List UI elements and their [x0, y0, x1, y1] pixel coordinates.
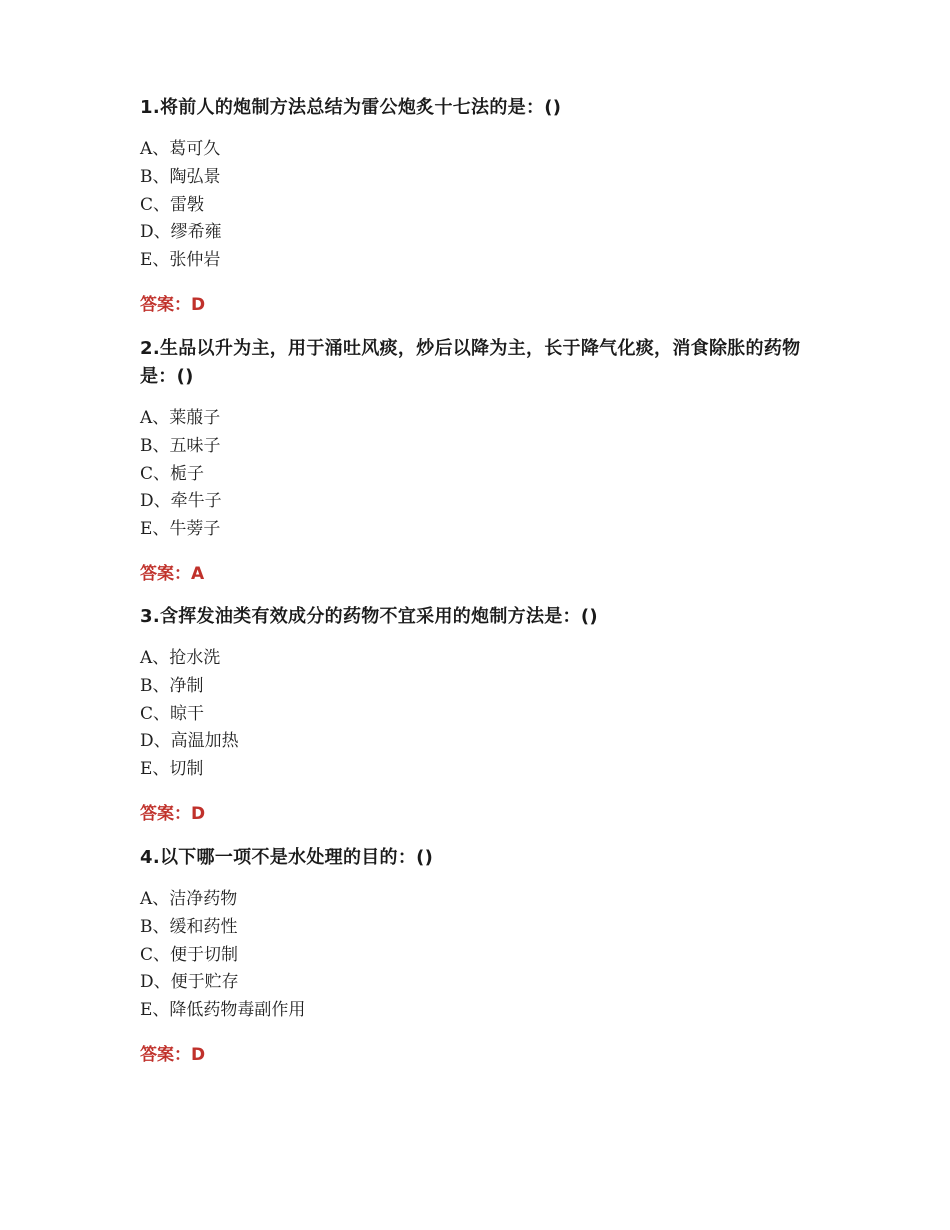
answer-label: 答案：A	[140, 563, 205, 584]
question-title: 2.生品以升为主，用于涌吐风痰，炒后以降为主，长于降气化痰，消食除胀的药物是：()	[140, 338, 801, 387]
option-a: A、抢水洗	[140, 648, 221, 668]
question-title: 3.含挥发油类有效成分的药物不宜采用的炮制方法是：()	[140, 606, 598, 627]
option-b: B、陶弘景	[140, 166, 221, 187]
question-title: 1.将前人的炮制方法总结为雷公炮炙十七法的是：()	[140, 97, 562, 118]
option-a: A、葛可久	[140, 139, 221, 159]
answer-label: 答案：D	[140, 294, 206, 315]
option-e: E、降低药物毒副作用	[140, 1000, 306, 1021]
option-list	[140, 645, 820, 784]
option-b: B、净制	[140, 675, 204, 696]
option-c: C、雷斅	[140, 194, 205, 215]
question-2	[140, 335, 820, 585]
option-list	[140, 886, 820, 1025]
option-list	[140, 405, 820, 544]
option-c: C、晾干	[140, 703, 205, 724]
option-b: B、五味子	[140, 435, 221, 456]
option-c: C、栀子	[140, 463, 205, 484]
option-a: A、莱菔子	[140, 408, 221, 428]
question-4	[140, 844, 820, 1066]
option-b: B、缓和药性	[140, 916, 238, 937]
answer-label: 答案：D	[140, 803, 206, 824]
option-d: D、缪希雍	[140, 222, 222, 243]
option-c: C、便于切制	[140, 944, 239, 965]
answer-label: 答案：D	[140, 1044, 206, 1065]
question-1	[140, 94, 820, 316]
option-a: A、洁净药物	[140, 889, 238, 909]
option-e: E、张仲岩	[140, 250, 221, 271]
option-e: E、切制	[140, 759, 204, 780]
option-d: D、高温加热	[140, 731, 239, 752]
question-3	[140, 603, 820, 825]
question-title: 4.以下哪一项不是水处理的目的：()	[140, 847, 434, 868]
option-d: D、牵牛子	[140, 491, 222, 512]
option-d: D、便于贮存	[140, 972, 239, 993]
option-list	[140, 136, 820, 275]
option-e: E、牛蒡子	[140, 519, 221, 540]
